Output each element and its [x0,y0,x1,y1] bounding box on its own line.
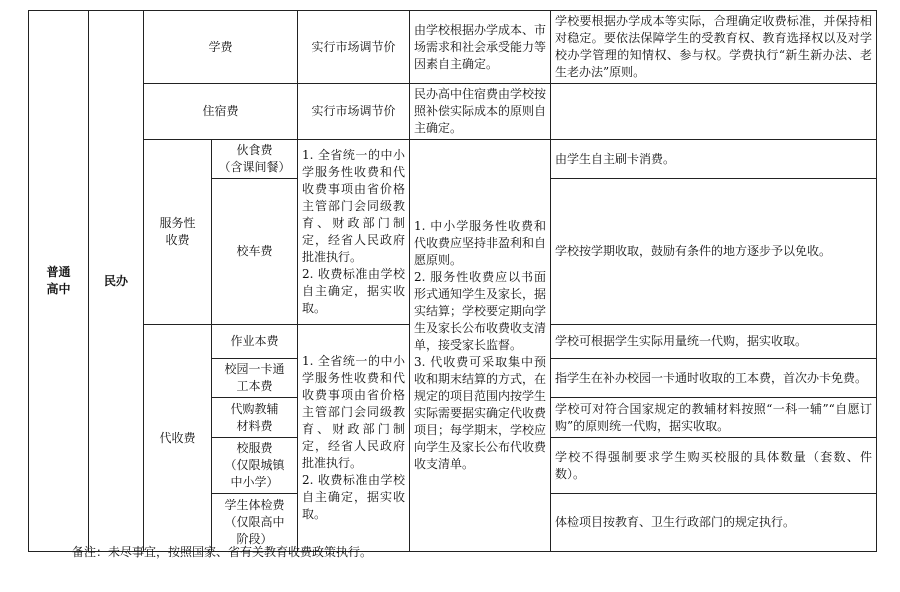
item-name-cell: 学费 [144,11,298,84]
table-row-meals [29,140,877,179]
remark-cell: 学校不得强制要求学生购买校服的具体数量（套数、件数）。 [551,438,877,494]
sub-item-cell: 作业本费 [212,325,298,359]
category-cell: 普通 高中 [29,11,89,552]
table-row-tuition [29,11,877,84]
remark-cell: 学校要根据办学成本等实际，合理确定收费标准，并保持相对稳定。要依法保障学生的受教育权、教育选择权以及对学校办学管理的知情权、参与权。学费执行“新生新办法、老生老办法”原则。 [551,11,877,84]
pricing-rule-cell: 由学校根据办学成本、市场需求和社会承受能力等因素自主确定。 [410,11,551,84]
remark-cell: 学校按学期收取，鼓励有条件的地方逐步予以免收。 [551,179,877,325]
sub-item-cell: 校车费 [212,179,298,325]
remark-cell: 由学生自主刷卡消费。 [551,140,877,179]
remark-cell: 体检项目按教育、卫生行政部门的规定执行。 [551,494,877,552]
item-name-cell: 住宿费 [144,84,298,140]
remark-cell: 学校可根据学生实际用量统一代购，据实收取。 [551,325,877,359]
sub-item-cell: 代购教辅 材料费 [212,398,298,438]
sub-item-cell: 校园一卡通 工本费 [212,359,298,398]
shared-rule-cell: 1. 中小学服务性收费和代收费应坚持非盈利和自愿原则。 2. 服务性收费应以书面形式通知学生及家长，据实结算；学校要定期向学生及家长公布收费收支清单，接受家长监督。 3. 代收费可采取集中预收和期末结算的方式，在规定的项目范围内按学生实际需要据实确定代收费项目；每学期末，学校应向学生及家长公布代收费收支清单。 [410,140,551,552]
fee-policy-table [28,10,877,552]
pricing-method-cell: 1. 全省统一的中小学服务性收费和代收费事项由省价格主管部门会同级教育、财政部门制定，经省人民政府批准执行。 2. 收费标准由学校自主确定，据实收取。 [298,140,410,325]
fee-table-frame [28,10,876,546]
sub-item-cell: 校服费 （仅限城镇 中小学） [212,438,298,494]
sub-item-cell: 伙食费 （含课间餐） [212,140,298,179]
remark-cell: 指学生在补办校园一卡通时收取的工本费，首次办卡免费。 [551,359,877,398]
school-type-cell: 民办 [89,11,144,552]
sub-item-cell: 学生体检费 （仅限高中 阶段） [212,494,298,552]
group-cell-service: 服务性 收费 [144,140,212,325]
pricing-method-cell: 实行市场调节价 [298,11,410,84]
remark-cell [551,84,877,140]
group-cell-collection: 代收费 [144,325,212,552]
table-row-lodging [29,84,877,140]
pricing-method-cell: 1. 全省统一的中小学服务性收费和代收费事项由省价格主管部门会同级教育、财政部门制定，经省人民政府批准执行。 2. 收费标准由学校自主确定，据实收取。 [298,325,410,552]
pricing-rule-cell: 民办高中住宿费由学校按照补偿实际成本的原则自主确定。 [410,84,551,140]
remark-cell: 学校可对符合国家规定的教辅材料按照“一科一辅”“自愿订购”的原则统一代购，据实收取。 [551,398,877,438]
pricing-method-cell: 实行市场调节价 [298,84,410,140]
footnote: 备注：未尽事宜，按照国家、省有关教育收费政策执行。 [72,545,373,559]
